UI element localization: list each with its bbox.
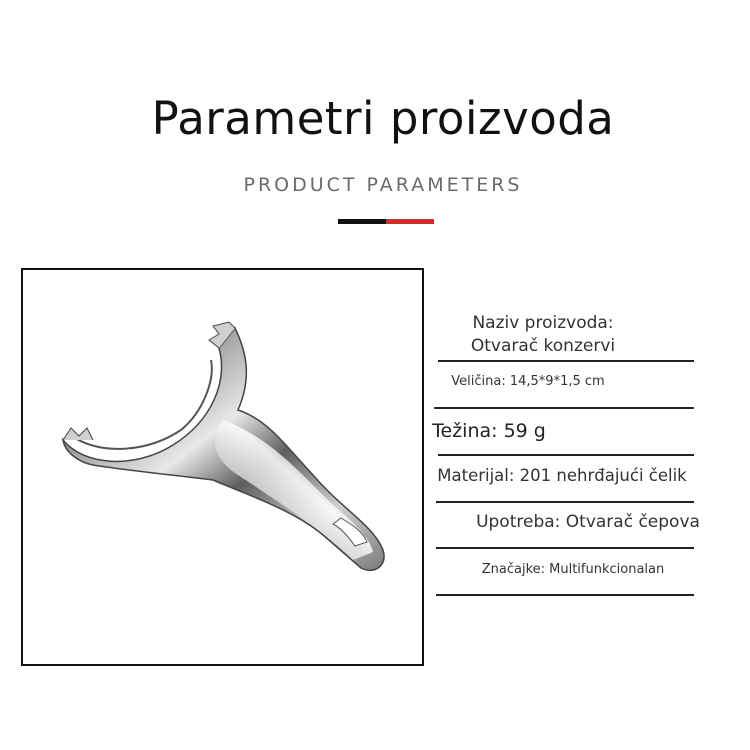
divider-line	[434, 407, 694, 409]
spec-material-text: Materijal: 201 nehrđajući čelik	[437, 466, 687, 485]
spec-size	[430, 374, 710, 389]
spec-size-text: Veličina: 14,5*9*1,5 cm	[451, 374, 605, 389]
spec-weight	[430, 420, 710, 442]
spec-features-text: Značajke: Multifunkcionalan	[481, 562, 665, 577]
spec-material	[430, 466, 710, 485]
spec-product-name	[430, 312, 710, 358]
page-subtitle: PRODUCT PARAMETERS	[243, 174, 523, 196]
divider-line	[436, 547, 694, 549]
divider-line	[438, 360, 694, 362]
divider-line	[438, 454, 694, 456]
spec-usage-text: Upotreba: Otvarač čepova	[476, 512, 700, 532]
accent-divider	[338, 219, 434, 224]
spec-product-name-label: Naziv proizvoda:	[472, 313, 614, 333]
product-photo	[21, 268, 424, 666]
accent-divider-red	[386, 219, 434, 224]
accent-divider-black	[338, 219, 386, 224]
divider-line	[436, 594, 694, 596]
spec-features	[430, 562, 710, 577]
spec-weight-text: Težina: 59 g	[432, 420, 546, 442]
divider-line	[436, 501, 694, 503]
bottle-opener-icon	[23, 270, 423, 665]
spec-product-name-value: Otvarač konzervi	[470, 336, 616, 356]
spec-usage	[430, 512, 710, 532]
page-title: Parametri proizvoda	[151, 92, 615, 145]
